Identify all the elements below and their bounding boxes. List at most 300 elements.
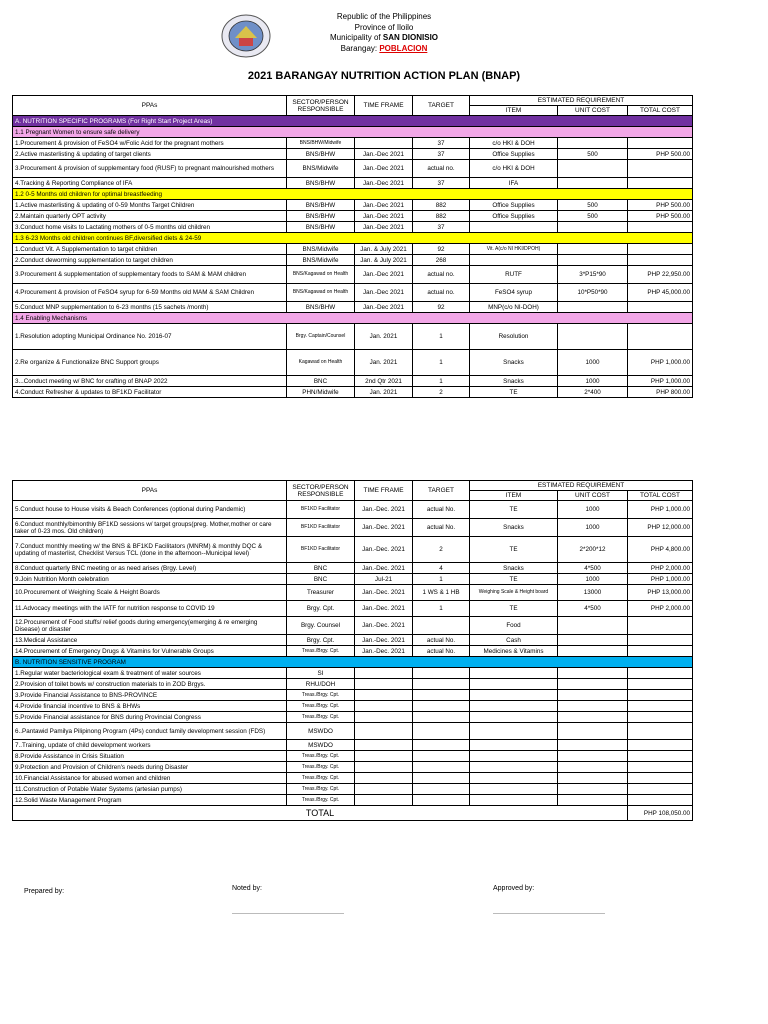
header-province: Province of Iloilo [354, 22, 414, 32]
cell-total-cost [628, 668, 693, 679]
table-row [13, 751, 693, 762]
cell-unit-cost [558, 784, 628, 795]
cell-target [413, 617, 470, 635]
cell-unit-cost: 500 [558, 200, 628, 211]
cell-sector: PHN/Midwife [287, 387, 355, 398]
cell-unit-cost [558, 751, 628, 762]
cell-ppa: 12.Procurement of Food stuffs/ relief goods during emergency(emerging & re emerging Disease) or disaster [13, 617, 287, 635]
cell-target [413, 701, 470, 712]
table-row [13, 646, 693, 657]
table-row [13, 690, 693, 701]
header-municipality-line [0, 33, 768, 44]
col-sector: SECTOR/PERSON RESPONSIBLE [287, 481, 355, 501]
cell-target: 882 [413, 200, 470, 211]
cell-ppa: 9.Protection and Provision of Children's needs during Disaster [13, 762, 287, 773]
cell-sector: Treas./Brgy. Cpt. [287, 784, 355, 795]
cell-total-cost: PHP 500.00 [628, 149, 693, 160]
prepared-by-label: Prepared by: [24, 888, 65, 895]
cell-item: Snacks [470, 563, 558, 574]
cell-unit-cost: 500 [558, 211, 628, 222]
table-row [13, 149, 693, 160]
cell-total-cost [628, 712, 693, 723]
cell-ppa: 3.Provide Financial Assistance to BNS-PROVINCE [13, 690, 287, 701]
cell-item: Snacks [470, 350, 558, 376]
cell-target: 882 [413, 211, 470, 222]
cell-unit-cost [558, 302, 628, 313]
col-target: TARGET [413, 481, 470, 501]
col-unit-cost: UNIT COST [558, 106, 628, 116]
cell-total-cost [628, 762, 693, 773]
cell-timeframe: Jan.-Dec. 2021 [355, 646, 413, 657]
cell-total-cost [628, 795, 693, 806]
section-band-label: 1.3 6-23 Months old children continues BF,diversified diets & 24-59 [13, 233, 693, 244]
cell-timeframe: Jan. & July 2021 [355, 244, 413, 255]
cell-ppa: 12.Solid Waste Management Program [13, 795, 287, 806]
cell-sector: BNS/BHW [287, 178, 355, 189]
cell-sector: BNS/Midwife [287, 255, 355, 266]
cell-timeframe: Jul-21 [355, 574, 413, 585]
document-header [0, 12, 768, 54]
cell-unit-cost [558, 668, 628, 679]
cell-total-cost [628, 138, 693, 149]
cell-ppa: 5.Conduct MNP supplementation to 6-23 months (15 sachets /month) [13, 302, 287, 313]
cell-target: 2 [413, 537, 470, 563]
table-row [13, 784, 693, 795]
col-total-cost: TOTAL COST [628, 106, 693, 116]
cell-unit-cost: 500 [558, 149, 628, 160]
cell-target: actual No. [413, 519, 470, 537]
cell-timeframe: Jan.-Dec 2021 [355, 222, 413, 233]
cell-total-cost: PHP 45,000.00 [628, 284, 693, 302]
section-band-label: 1.2 0-5 Months old children for optimal breastfeeding [13, 189, 693, 200]
cell-total-cost [628, 646, 693, 657]
cell-total-cost: PHP 1,000.00 [628, 501, 693, 519]
col-timeframe: TIME FRAME [355, 96, 413, 116]
cell-total-cost: PHP 4,800.00 [628, 537, 693, 563]
col-item: ITEM [470, 491, 558, 501]
section-band-label: 1.1 Pregnant Women to ensure safe delivery [13, 127, 693, 138]
cell-sector: Brgy. Cpt. [287, 601, 355, 617]
cell-ppa: 13.Medical Assistance [13, 635, 287, 646]
cell-target: 37 [413, 178, 470, 189]
header-republic: Republic of the Philippines [336, 12, 432, 21]
cell-total-cost: PHP 2,000.00 [628, 601, 693, 617]
cell-unit-cost [558, 723, 628, 740]
table-row [13, 200, 693, 211]
cell-unit-cost [558, 701, 628, 712]
cell-item: c/o HKI & DOH [470, 160, 558, 178]
cell-unit-cost: 1000 [558, 574, 628, 585]
cell-item [470, 773, 558, 784]
cell-unit-cost: 13000 [558, 585, 628, 601]
cell-timeframe: Jan. 2021 [355, 324, 413, 350]
cell-unit-cost [558, 222, 628, 233]
col-estimated: ESTIMATED REQUIREMENT [470, 481, 693, 491]
cell-timeframe: Jan. 2021 [355, 387, 413, 398]
cell-unit-cost [558, 138, 628, 149]
cell-item [470, 222, 558, 233]
cell-target: 1 [413, 350, 470, 376]
cell-item: Weighing Scale & Height board [470, 585, 558, 601]
cell-ppa: 1.Procurement & provision of FeSO4 w/Folic Acid for the pregnant mothers [13, 138, 287, 149]
cell-ppa: 10.Procurement of Weighing Scale & Height Boards [13, 585, 287, 601]
cell-ppa: 4.Provide financial incentive to BNS & BHWs [13, 701, 287, 712]
cell-target: 1 [413, 324, 470, 350]
cell-sector: Brgy. Captain/Counsel [287, 324, 355, 350]
cell-ppa: 1.Regular water bacteriological exam & treatment of water sources [13, 668, 287, 679]
cell-target: 92 [413, 302, 470, 313]
table-row [13, 712, 693, 723]
cell-item [470, 668, 558, 679]
cell-sector: Treas./Brgy. Cpt. [287, 773, 355, 784]
cell-target: actual No. [413, 635, 470, 646]
cell-total-cost: PHP 13,000.00 [628, 585, 693, 601]
cell-item: Cash [470, 635, 558, 646]
cell-item: TE [470, 601, 558, 617]
bnap-table-part2 [12, 480, 693, 821]
cell-sector: Brgy. Counsel [287, 617, 355, 635]
cell-unit-cost: 1000 [558, 376, 628, 387]
col-target: TARGET [413, 96, 470, 116]
cell-total-cost [628, 773, 693, 784]
cell-item: IFA [470, 178, 558, 189]
cell-timeframe: Jan.-Dec 2021 [355, 302, 413, 313]
cell-item [470, 740, 558, 751]
cell-timeframe: Jan.-Dec. 2021 [355, 501, 413, 519]
cell-total-cost: PHP 500.00 [628, 200, 693, 211]
cell-unit-cost: 2*400 [558, 387, 628, 398]
cell-item [470, 255, 558, 266]
cell-unit-cost: 4*500 [558, 601, 628, 617]
cell-sector: BNS/BHW [287, 222, 355, 233]
col-estimated: ESTIMATED REQUIREMENT [470, 96, 693, 106]
header-barangay-line [0, 44, 768, 55]
cell-target: actual No. [413, 501, 470, 519]
cell-ppa: 1.Active masterlisting & updating of 0-59 Months Target Children [13, 200, 287, 211]
cell-target [413, 712, 470, 723]
cell-target: 268 [413, 255, 470, 266]
cell-sector: BNS/Kagawad on Health [287, 284, 355, 302]
cell-item [470, 784, 558, 795]
cell-ppa: 3.Conduct home visits to Lactating mothers of 0-5 months old children [13, 222, 287, 233]
cell-unit-cost [558, 324, 628, 350]
header-barangay: POBLACION [379, 43, 428, 53]
cell-target: 37 [413, 222, 470, 233]
cell-total-cost [628, 178, 693, 189]
cell-item: Vit. A(c/o NI HKI/DPOH) [470, 244, 558, 255]
cell-timeframe [355, 712, 413, 723]
cell-unit-cost: 2*200*12 [558, 537, 628, 563]
col-ppas: PPAs [13, 481, 287, 501]
cell-unit-cost [558, 160, 628, 178]
cell-sector: Treas./Brgy. Cpt. [287, 646, 355, 657]
cell-unit-cost [558, 255, 628, 266]
cell-sector: BNS/BHW [287, 149, 355, 160]
cell-target: 37 [413, 149, 470, 160]
cell-sector: BNC [287, 563, 355, 574]
cell-ppa: 14.Procurement of Emergency Drugs & Vitamins for Vulnerable Groups [13, 646, 287, 657]
cell-timeframe: Jan.-Dec 2021 [355, 211, 413, 222]
cell-target [413, 751, 470, 762]
table-row [13, 723, 693, 740]
cell-ppa: 7.Conduct monthly meeting w/ the BNS & BF1KD Facilitators (MNRM) & monthly DQC & updating of masterlist, Checklist Versus TCL (done in the afternoon--Municipal level) [13, 537, 287, 563]
cell-item: Office Supplies [470, 149, 558, 160]
cell-item [470, 679, 558, 690]
cell-unit-cost [558, 617, 628, 635]
bnap-table-part1 [12, 95, 693, 398]
cell-item: Resolution [470, 324, 558, 350]
header-barangay-prefix: Barangay: [340, 43, 380, 53]
cell-ppa: 2.Maintain quarterly OPT activity [13, 211, 287, 222]
table-row [13, 635, 693, 646]
cell-timeframe [355, 784, 413, 795]
section-band-row [13, 313, 693, 324]
cell-timeframe [355, 679, 413, 690]
cell-item: Office Supplies [470, 200, 558, 211]
cell-target [413, 690, 470, 701]
cell-target: 1 [413, 376, 470, 387]
noted-by-signature-line [232, 913, 344, 914]
cell-sector: BF1KD Facilitator [287, 537, 355, 563]
cell-ppa: 4.Conduct Refresher & updates to BF1KD Facilitator [13, 387, 287, 398]
cell-item [470, 762, 558, 773]
cell-sector: BF1KD Facilitator [287, 501, 355, 519]
header-municipality-prefix: Municipality of [329, 33, 383, 42]
cell-sector: Treas./Brgy. Cpt. [287, 795, 355, 806]
cell-unit-cost [558, 690, 628, 701]
col-sector: SECTOR/PERSON RESPONSIBLE [287, 96, 355, 116]
cell-target: 37 [413, 138, 470, 149]
cell-sector: MSWDO [287, 723, 355, 740]
table-row [13, 585, 693, 601]
cell-timeframe: Jan.-Dec 2021 [355, 266, 413, 284]
table-row [13, 519, 693, 537]
cell-item: Medicines & Vitamins [470, 646, 558, 657]
col-ppas: PPAs [13, 96, 287, 116]
cell-target [413, 773, 470, 784]
cell-ppa: 2.Active masterlisting & updating of target clients [13, 149, 287, 160]
cell-total-cost [628, 784, 693, 795]
cell-ppa: 6.Conduct monthly/bimonthly BF1KD sessions w/ target groups(preg. Mother,mother or care taker of 0-23 mos. Old children) [13, 519, 287, 537]
cell-target: 2 [413, 387, 470, 398]
table-row [13, 178, 693, 189]
cell-timeframe [355, 723, 413, 740]
col-timeframe: TIME FRAME [355, 481, 413, 501]
cell-target: 92 [413, 244, 470, 255]
approved-by-label: Approved by: [493, 885, 535, 892]
col-total-cost: TOTAL COST [628, 491, 693, 501]
cell-unit-cost [558, 762, 628, 773]
document-title: 2021 BARANGAY NUTRITION ACTION PLAN (BNAP) [247, 70, 521, 82]
cell-sector: Treas./Brgy. Cpt. [287, 712, 355, 723]
cell-total-cost [628, 222, 693, 233]
cell-total-cost: PHP 1,000.00 [628, 376, 693, 387]
cell-item: FeSO4 syrup [470, 284, 558, 302]
cell-target: actual no. [413, 266, 470, 284]
table-row [13, 376, 693, 387]
cell-total-cost: PHP 800.00 [628, 387, 693, 398]
cell-item [470, 712, 558, 723]
cell-timeframe [355, 138, 413, 149]
col-item: ITEM [470, 106, 558, 116]
cell-ppa: 9.Join Nutrition Month celebration [13, 574, 287, 585]
col-unit-cost: UNIT COST [558, 491, 628, 501]
cell-item: Food [470, 617, 558, 635]
cell-ppa: 3...Conduct meeting w/ BNC for crafting of BNAP 2022 [13, 376, 287, 387]
cell-sector: BNS/Kagawad on Health [287, 266, 355, 284]
cell-total-cost: PHP 500.00 [628, 211, 693, 222]
cell-target [413, 723, 470, 740]
cell-timeframe [355, 690, 413, 701]
table-row [13, 740, 693, 751]
table-row [13, 350, 693, 376]
table-row [13, 266, 693, 284]
cell-sector: Treasurer [287, 585, 355, 601]
cell-target [413, 679, 470, 690]
noted-by-label: Noted by: [232, 885, 262, 892]
cell-timeframe [355, 668, 413, 679]
cell-item: TE [470, 501, 558, 519]
cell-timeframe: Jan.-Dec. 2021 [355, 635, 413, 646]
cell-timeframe: Jan.-Dec. 2021 [355, 601, 413, 617]
cell-item: c/o HKI & DOH [470, 138, 558, 149]
cell-item: Snacks [470, 519, 558, 537]
cell-timeframe [355, 795, 413, 806]
table-row [13, 601, 693, 617]
cell-sector: Kagawad on Health [287, 350, 355, 376]
cell-ppa: 3.Procurement & supplementation of supplementary foods to SAM & MAM children [13, 266, 287, 284]
cell-unit-cost: 3*P15*90 [558, 266, 628, 284]
cell-item: Snacks [470, 376, 558, 387]
cell-target [413, 762, 470, 773]
cell-ppa: 4.Tracking & Reporting Compliance of IFA [13, 178, 287, 189]
cell-unit-cost: 1000 [558, 350, 628, 376]
cell-timeframe: Jan.-Dec. 2021 [355, 563, 413, 574]
cell-unit-cost [558, 795, 628, 806]
cell-sector: BNS/BHW [287, 200, 355, 211]
cell-sector: BNS/BHW [287, 211, 355, 222]
cell-total-cost [628, 635, 693, 646]
cell-target [413, 795, 470, 806]
cell-total-cost [628, 723, 693, 740]
cell-item: TE [470, 574, 558, 585]
cell-timeframe: Jan. 2021 [355, 350, 413, 376]
table-row [13, 773, 693, 784]
table-row [13, 284, 693, 302]
cell-target: actual No. [413, 646, 470, 657]
cell-sector: RHU/DOH [287, 679, 355, 690]
cell-unit-cost [558, 635, 628, 646]
cell-timeframe: Jan.-Dec 2021 [355, 178, 413, 189]
cell-item: TE [470, 387, 558, 398]
cell-target [413, 740, 470, 751]
cell-ppa: 1.Conduct Vit. A Supplementation to target children [13, 244, 287, 255]
cell-sector: BNC [287, 574, 355, 585]
cell-total-cost [628, 302, 693, 313]
table-row [13, 387, 693, 398]
cell-total-cost [628, 690, 693, 701]
cell-timeframe [355, 773, 413, 784]
cell-total-cost [628, 160, 693, 178]
cell-item: RUTF [470, 266, 558, 284]
cell-ppa: 7..Training, update of child development workers [13, 740, 287, 751]
cell-ppa: 2.Re organize & Functionalize BNC Support groups [13, 350, 287, 376]
cell-total-cost [628, 679, 693, 690]
table-row [13, 795, 693, 806]
cell-ppa: 5.Provide Financial assistance for BNS during Provincial Congress [13, 712, 287, 723]
cell-ppa: 4.Procurement & provision of FeSO4 syrup for 6-59 Months old MAM & SAM Children [13, 284, 287, 302]
table-row [13, 244, 693, 255]
section-band-row [13, 127, 693, 138]
table-row [13, 679, 693, 690]
cell-sector: Treas./Brgy. Cpt. [287, 762, 355, 773]
cell-target: 1 [413, 601, 470, 617]
cell-unit-cost: 10*P50*90 [558, 284, 628, 302]
cell-item: TE [470, 537, 558, 563]
cell-ppa: 6..Pantawid Pamilya Pilipinong Program (4Ps) conduct family development session (FDS) [13, 723, 287, 740]
cell-sector: BNS/BHW/Midwife [287, 138, 355, 149]
cell-ppa: 8.Provide Assistance in Crisis Situation [13, 751, 287, 762]
cell-target: 1 WS & 1 HB [413, 585, 470, 601]
cell-timeframe: Jan.-Dec 2021 [355, 200, 413, 211]
cell-total-cost: PHP 22,950.00 [628, 266, 693, 284]
cell-unit-cost: 4*500 [558, 563, 628, 574]
table-row [13, 762, 693, 773]
cell-timeframe: Jan.-Dec 2021 [355, 149, 413, 160]
section-band-row [13, 657, 693, 668]
table-row [13, 501, 693, 519]
total-amount: PHP 108,050.00 [628, 806, 693, 821]
cell-item [470, 795, 558, 806]
cell-item [470, 751, 558, 762]
approved-by-signature-line [493, 913, 605, 914]
table-row [13, 668, 693, 679]
cell-sector: BNS/BHW [287, 302, 355, 313]
table-row [13, 160, 693, 178]
cell-timeframe [355, 701, 413, 712]
cell-total-cost: PHP 12,000.00 [628, 519, 693, 537]
cell-sector: Treas./Brgy. Cpt. [287, 751, 355, 762]
table-row [13, 701, 693, 712]
cell-sector: Treas./Brgy. Cpt. [287, 690, 355, 701]
cell-timeframe: 2nd Qtr 2021 [355, 376, 413, 387]
cell-target: actual no. [413, 284, 470, 302]
cell-ppa: 8.Conduct quarterly BNC meeting or as need arises (Brgy. Level) [13, 563, 287, 574]
section-band-label: B. NUTRITION SENSITIVE PROGRAM [13, 657, 693, 668]
cell-timeframe [355, 751, 413, 762]
cell-sector: Treas./Brgy. Cpt. [287, 701, 355, 712]
cell-timeframe: Jan. & July 2021 [355, 255, 413, 266]
cell-ppa: 5.Conduct house to House visits & Beach Conferences (optional during Pandemic) [13, 501, 287, 519]
section-a-header: A. NUTRITION SPECIFIC PROGRAMS (For Right Start Project Areas) [13, 116, 693, 127]
cell-total-cost [628, 740, 693, 751]
cell-timeframe: Jan.-Dec. 2021 [355, 585, 413, 601]
cell-unit-cost [558, 740, 628, 751]
cell-ppa: 2.Conduct deworming supplementation to target children [13, 255, 287, 266]
cell-target: 4 [413, 563, 470, 574]
cell-unit-cost [558, 244, 628, 255]
cell-item: Office Supplies [470, 211, 558, 222]
cell-total-cost [628, 617, 693, 635]
cell-total-cost: PHP 1,000.00 [628, 350, 693, 376]
cell-item: MNP(c/o NI-DOH) [470, 302, 558, 313]
cell-unit-cost [558, 178, 628, 189]
cell-sector: Brgy. Cpt. [287, 635, 355, 646]
cell-total-cost [628, 324, 693, 350]
cell-target: actual no. [413, 160, 470, 178]
table-row [13, 617, 693, 635]
cell-sector: BF1KD Facilitator [287, 519, 355, 537]
